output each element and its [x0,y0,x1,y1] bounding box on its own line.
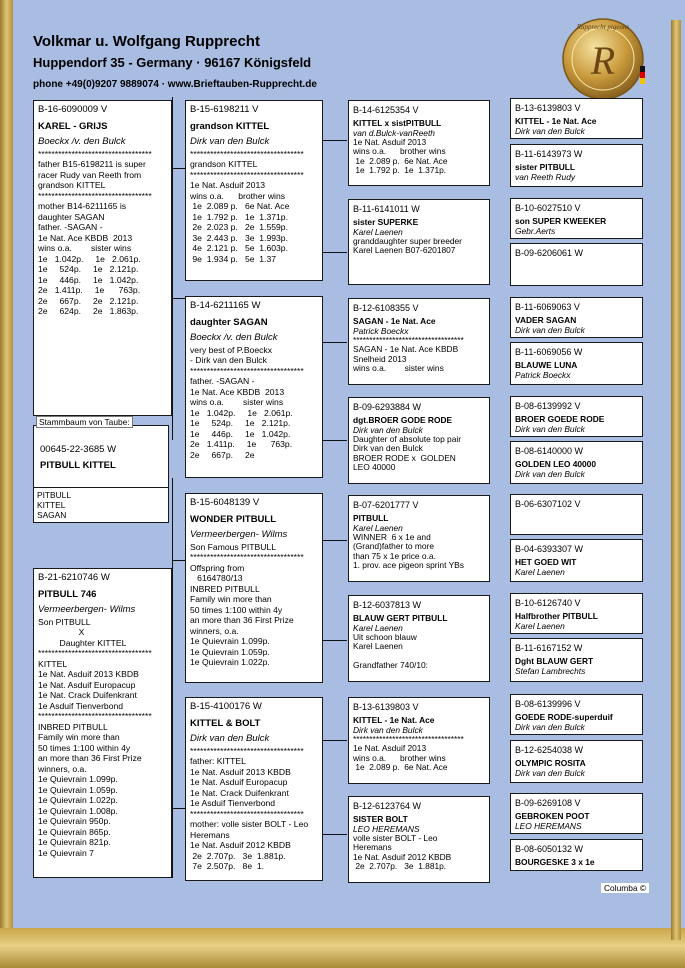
breeder-name: Gebr.Aerts [515,225,556,236]
pedigree-card-ddd[interactable] [348,796,490,883]
gold-frame-right [671,20,681,940]
pedigree-card-sss[interactable] [348,100,490,186]
ring-number: B-08-6050132 W [515,844,584,854]
performance-text: WINNER 6 x 1e and (Grand)father to more than 75 x 1e price o.a. 1. prov. ace pigeon sprint YBs [353,531,464,571]
ring-number: B-13-6139803 V [515,103,581,113]
pigeon-name: PITBULL [353,512,389,523]
breeder-name: Boeckx /v. den Bulck [38,136,126,147]
pigeon-name: PITBULL 746 [38,588,97,600]
connector-line [322,440,347,441]
performance-text: very best of P.Boeckx - Dirk van den Bulck ********************************** father. -SAGAN - 1e Nat. Ace KBDB 2013 wins o.a. sister wins 1e 1.042p. 1e 2.061p. 1e 524p. 1e 2.121p. 1e 446p. 1e 1.042p. 2e 1.411p. 1e 763p. 2e 667p. 2e [190,344,304,460]
connector-line [322,140,347,141]
ring-number: B-14-6211165 W [190,300,261,311]
connector-line [322,342,347,343]
ring-number: B-12-6108355 V [353,303,419,313]
ring-number: B-16-6090009 V [38,104,108,115]
pedigree-card-sdd[interactable] [348,397,490,484]
gold-frame-bottom [0,928,685,968]
pedigree-card-gen4-14[interactable] [510,740,643,783]
connector-line [172,478,173,878]
pigeon-name: son SUPER KWEEKER [515,215,607,226]
subject-legend: Stammbaum von Taube: [36,416,133,428]
breeder-name: Dirk van den Bulck [190,136,270,147]
breeder-name: Dirk van den Bulck [515,324,585,335]
pedigree-card-gen4-11[interactable] [510,593,643,634]
rupprecht-seal-logo [560,14,650,104]
breeder-name: Dirk van den Bulck [515,125,585,136]
performance-text: volle sister BOLT - Leo Heremans 1e Nat. Asduif 2012 KBDB 2e 2.707p. 3e 1.881p. [353,832,452,872]
ring-number: B-12-6254038 W [515,745,584,755]
pigeon-name: VADER SAGAN [515,314,577,325]
breeder-name: Karel Laenen [353,622,403,633]
breeder-name: van d.Bulck-vanReeth [353,127,435,138]
breeder-name: Dirk van den Bulck [515,423,585,434]
ring-number: B-11-6069063 V [515,302,580,312]
svg-text:Rupprecht pigeons: Rupprecht pigeons [576,23,630,31]
breeder-name: Boeckx /v. den Bulck [190,332,278,343]
pedigree-card-sire-dam[interactable] [185,296,323,478]
pigeon-name: OLYMPIC ROSITA [515,757,586,768]
pigeon-name: WONDER PITBULL [190,513,277,525]
pigeon-name: GOLDEN LEO 40000 [515,458,596,469]
connector-line [172,560,185,561]
ring-number: B-06-6307102 V [515,499,581,509]
ring-number: B-11-6143973 W [515,149,583,159]
pedigree-card-gen4-12[interactable] [510,638,643,682]
subject-name: PITBULL KITTEL [40,460,116,471]
breeder-contact: phone +49(0)9207 9889074 · www.Brieftauben-Rupprecht.de [33,79,317,90]
copyright-label: Columba © [601,883,649,893]
ring-number: B-09-6206061 W [515,248,584,258]
pigeon-name: GEBROKEN POOT [515,810,590,821]
performance-text: 1e Nat. Asduif 2013 wins o.a. brother wins 1e 2.089 p. 6e Nat. Ace 1e 1.792 p. 1e 1.371p. [353,136,448,176]
pedigree-card-dam-dam[interactable] [185,697,323,881]
performance-text: Son PITBULL X Daughter KITTEL ********************************** KITTEL 1e Nat. Asduif 2013 KBDB 1e Nat. Asduif Europacup 1e Nat. Crack Duifenkrant 1e Asduif Tienverbond ********************************** INBRED PITBULL Family win more than 50 times 1:100 within 4y an more than 36 First Prize winners, o.a. 1e Quievrain 1.099p. 1e Quievrain 1.059p. 1e Quievrain 1.022p. 1e Quievrain 1.008p. 1e Quievrain 950p. 1e Quievrain 865p. 1e Quievrain 821p. 1e Quievrain 7 [38,616,152,858]
breeder-name: Dirk van den Bulck [515,468,585,479]
ring-number: B-04-6393307 W [515,544,584,554]
pedigree-card-gen4-5[interactable] [510,297,643,338]
breeder-name: Dirk van den Bulck [353,724,423,735]
pedigree-card-gen4-2[interactable] [510,144,643,187]
pedigree-card-gen4-9[interactable] [510,494,643,535]
pigeon-name: BROER GOEDE RODE [515,413,605,424]
pedigree-card-dsd[interactable] [348,595,490,682]
pigeon-name: SISTER BOLT [353,813,408,824]
pedigree-card-sire[interactable] [33,100,172,416]
pedigree-card-sire-sire[interactable] [185,100,323,281]
ring-number: B-21-6210746 W [38,572,110,583]
ring-number: B-11-6141011 W [353,204,420,214]
pedigree-card-gen4-15[interactable] [510,793,643,834]
ring-number: B-12-6123764 W [353,801,422,811]
pigeon-name: Halfbrother PITBULL [515,610,598,621]
pigeon-name: sister PITBULL [515,161,576,172]
pigeon-name: HET GOED WIT [515,556,577,567]
breeder-name: van Reeth Rudy [515,171,576,182]
svg-text:R: R [590,38,616,83]
pedigree-card-sds[interactable] [348,298,490,385]
pigeon-name: KITTEL - 1e Nat. Ace [353,714,435,725]
connector-line [322,834,347,835]
ring-number: B-10-6126740 V [515,598,581,608]
pigeon-name: daughter SAGAN [190,316,268,328]
performance-text: Daughter of absolute top pair Dirk van den Bulck BROER RODE x GOLDEN LEO 40000 [353,433,462,473]
performance-text: granddaughter super breeder Karel Laenen B07-6201807 [353,235,462,256]
breeder-name: LEO HEREMANS [515,820,582,831]
pedigree-card-gen4-4[interactable] [510,243,643,286]
pigeon-name: dgt.BROER GODE RODE [353,414,453,425]
ring-number: B-10-6027510 V [515,203,581,213]
ring-number: B-08-6139996 V [515,699,581,709]
pedigree-card-gen4-10[interactable] [510,539,643,582]
pigeon-name: GOEDE RODE-superduif [515,711,613,722]
pigeon-name: sister SUPERKE [353,216,419,227]
pigeon-name: BLAUW GERT PITBULL [353,612,448,623]
pigeon-name: KITTEL x sistPITBULL [353,117,442,128]
breeder-name: Vermeerbergen- Wilms [38,604,136,615]
performance-text: ********************************** SAGAN - 1e Nat. Ace KBDB Snelheid 2013 wins o.a. sister wins [353,334,464,374]
pigeon-name: KAREL - GRIJS [38,120,108,132]
ring-number: B-15-4100176 W [190,701,262,712]
performance-text: ********************************** father B15-6198211 is super racer Rudy van Reeth from grandson KITTEL ********************************** mother B14-6211165 is daughter SAGAN father. -SAGAN - 1e Nat. Ace KBDB 2013 wins o.a. sister wins 1e 1.042p. 1e 2.061p. 1e 524p. 1e 2.121p. 1e 446p. 1e 1.042p. 2e 1.411p. 1e 763p. 2e 667p. 2e 2.121p. 2e 624p. 2e 1.863p. [38,148,152,316]
connector-line [172,97,173,440]
connector-line [172,298,185,299]
pedigree-card-gen4-3[interactable] [510,198,643,239]
performance-text: ********************************** 1e Nat. Asduif 2013 wins o.a. brother wins 1e 2.089 p. 6e Nat. Ace [353,733,464,773]
pedigree-card-gen4-1[interactable] [510,98,643,139]
pedigree-card-ssd[interactable] [348,199,490,285]
ring-number: B-09-6269108 V [515,798,581,808]
pigeon-name: SAGAN - 1e Nat. Ace [353,315,436,326]
breeder-name: Dirk van den Bulck [353,424,423,435]
breeder-name: Dirk van den Bulck [515,721,585,732]
connector-line [322,740,347,741]
ring-number: B-15-6198211 V [190,104,259,115]
pedigree-card-gen4-8[interactable] [510,441,643,484]
connector-line [172,808,185,809]
ring-number: B-11-6069056 W [515,347,583,357]
ring-number: B-12-6037813 W [353,600,422,610]
performance-text: Uit schoon blauw Karel Laenen Grandfather 740/10: [353,631,428,671]
subject-ring: 00645-22-3685 W [40,444,117,455]
ring-number: B-15-6048139 V [190,497,260,508]
pigeon-name: BOURGESKE 3 x 1e [515,856,595,867]
pedigree-card-dam[interactable] [33,568,172,878]
breeder-name: Karel Laenen [515,566,565,577]
performance-text: Son Famous PITBULL ********************************** Offspring from 6164780/13 INBRED PITBULL Family win more than 50 times 1:100 within 4y an more than 36 First Prize winners, o.a. 1e Quievrain 1.099p. 1e Quievrain 1.059p. 1e Quievrain 1.022p. [190,541,304,667]
breeder-name: LEO HEREMANS [353,823,420,834]
ring-number: B-13-6139803 V [353,702,419,712]
pedigree-card-dds[interactable] [348,697,490,784]
ring-number: B-14-6125354 V [353,105,419,115]
connector-line [172,168,185,169]
ring-number: B-11-6167152 W [515,643,583,653]
connector-line [322,540,347,541]
breeder-name: Stefan Lambrechts [515,665,586,676]
pigeon-name: Dght BLAUW GERT [515,655,594,666]
pedigree-card-gen4-7[interactable] [510,396,643,437]
ring-number: B-08-6140000 W [515,446,584,456]
breeder-name: Karel Laenen [353,226,403,237]
connector-line [322,252,347,253]
ring-number: B-08-6139992 V [515,401,581,411]
subject-names-list: PITBULL KITTEL SAGAN [37,490,71,520]
performance-text: ********************************** grandson KITTEL ********************************** 1e Nat. Asduif 2013 wins o.a. brother wins 1e 2.089 p. 6e Nat. Ace 1e 1.792 p. 1e 1.371p. 2e 2.023 p. 2e 1.559p. 3e 2.443 p. 3e 1.993p. 4e 2.121 p. 5e 1.603p. 9e 1.934 p. 5e 1.37 [190,148,304,264]
ring-number: B-07-6201777 V [353,500,419,510]
subject-box [33,425,169,489]
pedigree-card-gen4-13[interactable] [510,694,643,735]
breeder-name: Karel Laenen [515,620,565,631]
pigeon-name: grandson KITTEL [190,120,270,132]
performance-text: ********************************** father: KITTEL 1e Nat. Asduif 2013 KBDB 1e Nat. Asduif Europacup 1e Nat. Crack Duifenkrant 1e Asduif Tienverbond ********************************** mother: volle sister BOLT - Leo Heremans 1e Nat. Asduif 2012 KBDB 2e 2.707p. 3e 1.881p. 7e 2.507p. 8e 1. [190,745,309,871]
breeder-name: Patrick Boeckx [353,325,409,336]
breeder-name: Dirk van den Bulck [190,733,270,744]
pedigree-card-dss[interactable] [348,495,490,582]
pigeon-name: KITTEL & BOLT [190,717,261,729]
breeder-address: Huppendorf 35 - Germany · 96167 Königsfeld [33,55,312,70]
breeder-name: Dirk van den Bulck [515,767,585,778]
pigeon-name: KITTEL - 1e Nat. Ace [515,115,597,126]
breeder-name: Patrick Boeckx [515,369,571,380]
pigeon-name: BLAUWE LUNA [515,359,578,370]
gold-frame-left [0,0,13,968]
pedigree-card-gen4-6[interactable] [510,342,643,385]
pedigree-card-dam-sire[interactable] [185,493,323,683]
breeder-name: Karel Laenen [353,522,403,533]
pedigree-card-gen4-16[interactable] [510,839,643,871]
ring-number: B-09-6293884 W [353,402,422,412]
breeder-name: Volkmar u. Wolfgang Rupprecht [33,33,260,50]
breeder-name: Vermeerbergen- Wilms [190,529,288,540]
connector-line [322,640,347,641]
